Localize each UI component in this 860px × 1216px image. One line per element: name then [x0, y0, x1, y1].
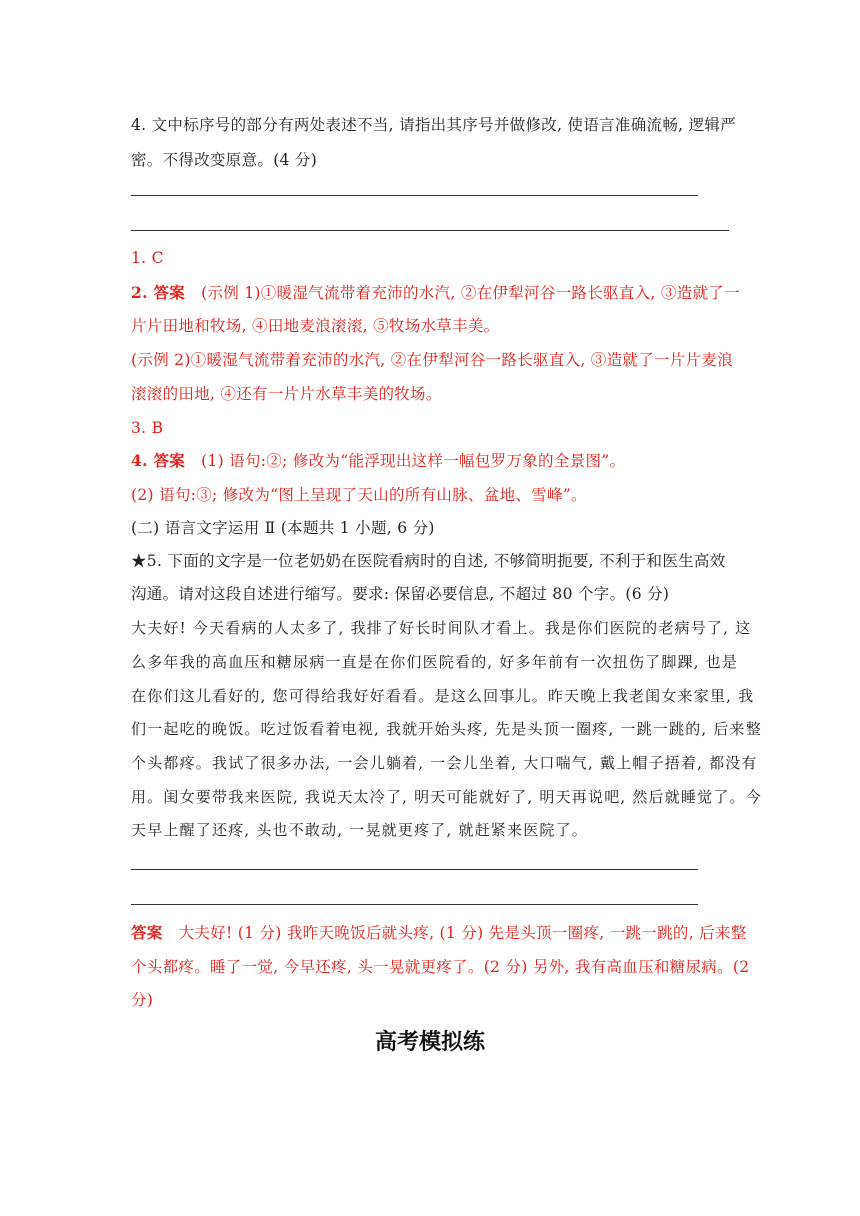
question-5-line-2: 沟通。请对这段自述进行缩写。要求: 保留必要信息, 不超过 80 个字。(6 分)	[131, 585, 670, 603]
answer-2-line-4: 滚滚的田地, ④还有一片片水草丰美的牧场。	[131, 385, 442, 403]
answer-2-line-2: 片片田地和牧场, ④田地麦浪滚滚, ⑤牧场水草丰美。	[131, 317, 500, 335]
passage-line: 么多年我的高血压和糖尿病一直是在你们医院看的, 好多年前有一次扭伤了脚踝, 也是	[131, 653, 739, 671]
passage-line: 用。闺女要带我来医院, 我说天太冷了, 明天可能就好了, 明天再说吧, 然后就睡觉了。今	[131, 788, 762, 806]
answer-4-text: (1) 语句:②; 修改为“能浮现出这样一幅包罗万象的全景图”。	[201, 452, 626, 470]
section-2-heading: (二) 语言文字运用 Ⅱ (本题共 1 小题, 6 分)	[131, 519, 435, 537]
answer-3: 3. B	[131, 419, 164, 437]
answer-5-label: 答案	[131, 923, 163, 942]
answer-4-label: 4. 答案	[131, 451, 186, 470]
answer-4-line-2: (2) 语句:③; 修改为“图上呈现了天山的所有山脉、盆地、雪峰”。	[131, 486, 587, 504]
answer-5-text: 大夫好! (1 分) 我昨天晚饭后就头疼, (1 分) 先是头顶一圈疼, 一跳一跳的, 后来整	[178, 924, 747, 942]
answer-2-line-1	[131, 283, 740, 303]
answer-blank-line	[131, 195, 698, 196]
section-divider	[131, 230, 729, 231]
answer-5-line-2: 个头都疼。睡了一觉, 今早还疼, 头一晃就更疼了。(2 分) 另外, 我有高血压和糖尿病。(2	[131, 958, 750, 976]
question-5-line-1: ★5. 下面的文字是一位老奶奶在医院看病时的自述, 不够简明扼要, 不利于和医生高效	[131, 552, 726, 570]
answer-1: 1. C	[131, 249, 164, 267]
passage-line: 个头都疼。我试了很多办法, 一会儿躺着, 一会儿坐着, 大口喘气, 戴上帽子捂着, 都没有	[131, 754, 758, 772]
question-4-line-2: 密。不得改变原意。(4 分)	[131, 151, 318, 169]
answer-blank-line	[131, 869, 698, 870]
section-title: 高考模拟练	[374, 1030, 485, 1055]
answer-2-text: (示例 1)①暖湿气流带着充沛的水汽, ②在伊犁河谷一路长驱直入, ③造就了一	[201, 284, 740, 302]
answer-5-line-3: 分)	[131, 991, 154, 1009]
passage-line: 大夫好! 今天看病的人太多了, 我排了好长时间队才看上。我是你们医院的老病号了, 这	[131, 619, 752, 637]
passage-line: 在你们这儿看好的, 您可得给我好好看看。是这么回事儿。昨天晚上我老闺女来家里, 我	[131, 687, 755, 705]
answer-blank-line	[131, 904, 698, 905]
answer-4-line-1	[131, 451, 625, 471]
question-4-line-1: 4. 文中标序号的部分有两处表述不当, 请指出其序号并做修改, 使语言准确流畅, 逻辑严	[131, 116, 736, 134]
passage-line: 天早上醒了还疼, 头也不敢动, 一晃就更疼了, 就赶紧来医院了。	[131, 821, 589, 839]
answer-2-line-3: (示例 2)①暖湿气流带着充沛的水汽, ②在伊犁河谷一路长驱直入, ③造就了一片片麦浪	[131, 351, 733, 369]
answer-2-label: 2. 答案	[131, 283, 186, 302]
passage-line: 们一起吃的晚饭。吃过饭看着电视, 我就开始头疼, 先是头顶一圈疼, 一跳一跳的, 后来整	[131, 720, 762, 738]
answer-5-line-1	[131, 923, 747, 943]
